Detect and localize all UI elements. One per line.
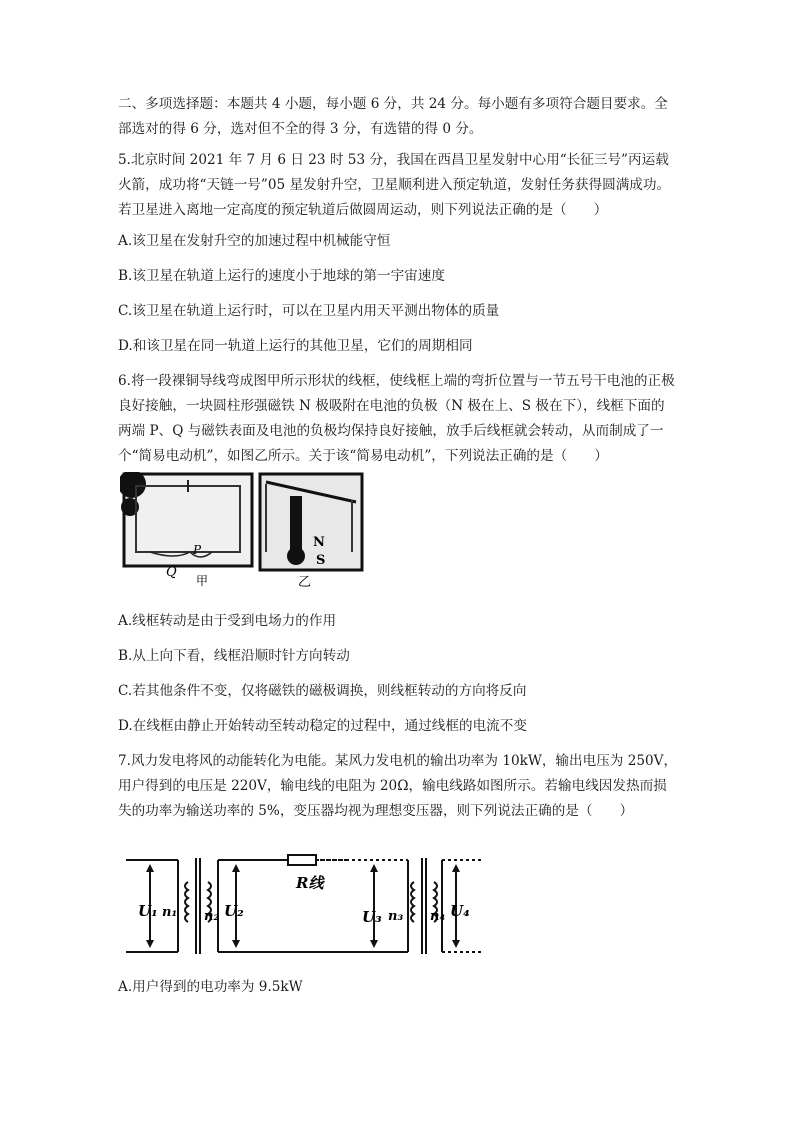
label-p: P <box>193 543 202 557</box>
label-n1: n₁ <box>162 905 178 920</box>
circuit-diagram <box>120 852 488 962</box>
question-6-option-a: A.线框转动是由于受到电场力的作用 <box>118 613 337 629</box>
section-header: 二、多项选择题：本题共 4 小题，每小题 6 分，共 24 分。每小题有多项符合题目要求。全部选对的得 6 分，选对但不全的得 3 分，有选错的得 0 分。 <box>118 96 668 137</box>
label-n: N <box>313 535 325 550</box>
question-5-option-a: A.该卫星在发射升空的加速过程中机械能守恒 <box>118 233 391 249</box>
label-yi: 乙 <box>298 575 312 590</box>
question-5-option-d: D.和该卫星在同一轨道上运行的其他卫星，它们的周期相同 <box>118 338 473 354</box>
motor-figure <box>120 472 365 590</box>
question-6-option-c: C.若其他条件不变，仅将磁铁的磁极调换，则线框转动的方向将反向 <box>118 683 527 699</box>
label-s: S <box>316 553 326 568</box>
label-u2: U₂ <box>224 902 244 920</box>
figure-yi-photo <box>260 474 362 570</box>
question-7-option-a: A.用户得到的电功率为 9.5kW <box>118 979 303 995</box>
label-jia: 甲 <box>196 574 209 588</box>
label-n4: n₄ <box>430 909 446 924</box>
transmission-circuit-figure <box>120 852 488 962</box>
question-6-option-b: B.从上向下看，线框沿顺时针方向转动 <box>118 648 350 664</box>
question-5-option-b: B.该卫星在轨道上运行的速度小于地球的第一宇宙速度 <box>118 268 445 284</box>
question-5-option-c: C.该卫星在轨道上运行时，可以在卫星内用天平测出物体的质量 <box>118 303 500 319</box>
label-q: Q <box>166 565 177 580</box>
label-n2: n₂ <box>204 909 220 924</box>
label-u4: U₄ <box>450 902 470 920</box>
label-n3: n₃ <box>388 909 404 924</box>
label-u3: U₃ <box>362 908 382 926</box>
question-5-stem: 5.北京时间 2021 年 7 月 6 日 23 时 53 分，我国在西昌卫星发射中心用“长征三号”丙运载火箭，成功将“天链一号”05 星发射升空，卫星顺利进入预定轨道，发射任务获得圆满成功。若卫星进入离地一定高度的预定轨道后做圆周运动，则下列说法正确的是（ ） <box>118 152 671 218</box>
question-7-stem: 7.风力发电将风的动能转化为电能。某风力发电机的输出功率为 10kW，输出电压为 250V，用户得到的电压是 220V，输电线的电阻为 20Ω，输电线路如图所示。若输电线因发热而损失的功率为输送功率的 5%，变压器均视为理想变压器，则下列说法正确的是（ ） <box>118 753 678 819</box>
question-6-option-d: D.在线框由静止开始转动至转动稳定的过程中，通过线框的电流不变 <box>118 718 527 734</box>
figure-jia-photo <box>120 472 252 566</box>
question-6-stem: 6.将一段裸铜导线弯成图甲所示形状的线框，使线框上端的弯折位置与一节五号干电池的正极良好接触，一块圆柱形强磁铁 N 极吸附在电池的负极（N 极在上、S 极在下），线框下面的两端 P、Q 与磁铁表面及电池的负极均保持良好接触，放手后线框就会转动，从而制成了一个“简易电动机”，如图乙所示。关于该“简易电动机”，下列说法正确的是（ ） <box>118 373 675 464</box>
label-r-line: R线 <box>296 874 324 892</box>
label-u1: U₁ <box>138 902 158 920</box>
